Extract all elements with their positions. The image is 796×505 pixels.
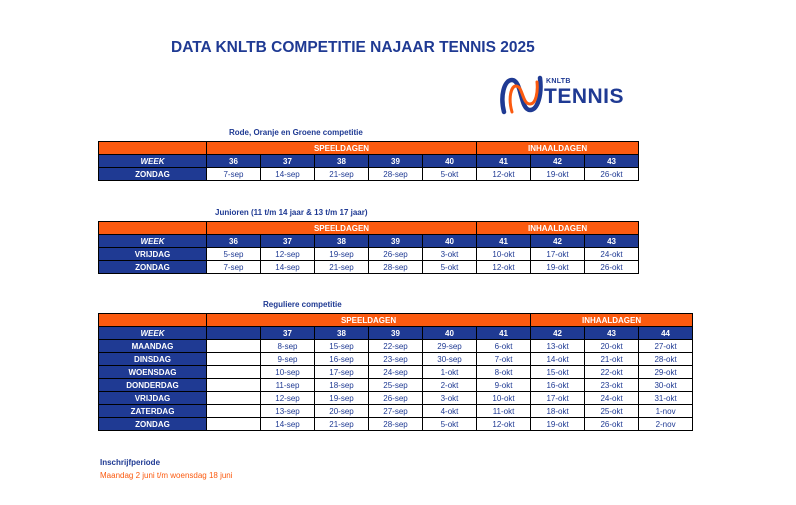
date-cell: 14-sep [261, 261, 315, 274]
signup-period-title: Inschrijfperiode [100, 458, 161, 467]
date-cell: 19-sep [315, 248, 369, 261]
date-cell: 26-okt [585, 261, 639, 274]
logo-small-text: KNLTB [546, 78, 571, 85]
week-number: 39 [369, 155, 423, 168]
date-cell: 22-okt [585, 366, 639, 379]
date-cell: 6-okt [477, 340, 531, 353]
date-cell: 25-okt [585, 405, 639, 418]
date-cell: 25-sep [369, 379, 423, 392]
schedule-table-3 [98, 313, 693, 431]
table-row [99, 340, 693, 353]
date-cell: 12-sep [261, 248, 315, 261]
date-cell [207, 392, 261, 405]
day-label: ZONDAG [99, 168, 207, 181]
day-label: ZONDAG [99, 418, 207, 431]
date-cell: 28-sep [369, 418, 423, 431]
day-label: DONDERDAG [99, 379, 207, 392]
date-cell: 18-sep [315, 379, 369, 392]
date-cell: 16-sep [315, 353, 369, 366]
date-cell: 17-okt [531, 248, 585, 261]
table-caption-1: Rode, Oranje en Groene competitie [229, 128, 363, 137]
table-row [99, 392, 693, 405]
date-cell: 31-okt [639, 392, 693, 405]
date-cell: 12-sep [261, 392, 315, 405]
week-number: 43 [585, 155, 639, 168]
logo-main-text: TENNIS [544, 85, 625, 108]
header-spacer [99, 314, 207, 327]
date-cell: 11-okt [477, 405, 531, 418]
date-cell [207, 405, 261, 418]
date-cell: 27-okt [639, 340, 693, 353]
date-cell [207, 340, 261, 353]
date-cell: 19-okt [531, 261, 585, 274]
group-header-inhaaldagen: INHAALDAGEN [477, 142, 639, 155]
date-cell: 10-okt [477, 392, 531, 405]
day-label: ZONDAG [99, 261, 207, 274]
week-number: 40 [423, 235, 477, 248]
date-cell: 7-okt [477, 353, 531, 366]
date-cell [207, 366, 261, 379]
date-cell: 23-okt [585, 379, 639, 392]
week-row [99, 155, 639, 168]
date-cell: 30-sep [423, 353, 477, 366]
week-number: 43 [585, 327, 639, 340]
week-number: 42 [531, 235, 585, 248]
date-cell: 22-sep [369, 340, 423, 353]
week-number: 39 [369, 235, 423, 248]
date-cell: 8-sep [261, 340, 315, 353]
date-cell: 26-sep [369, 248, 423, 261]
date-cell: 19-okt [531, 418, 585, 431]
week-number [207, 327, 261, 340]
date-cell: 9-okt [477, 379, 531, 392]
week-number: 43 [585, 235, 639, 248]
date-cell: 12-okt [477, 261, 531, 274]
date-cell: 24-okt [585, 248, 639, 261]
date-cell [207, 353, 261, 366]
date-cell: 26-sep [369, 392, 423, 405]
group-header-inhaaldagen: INHAALDAGEN [531, 314, 693, 327]
date-cell: 14-okt [531, 353, 585, 366]
date-cell: 2-okt [423, 379, 477, 392]
date-cell: 24-okt [585, 392, 639, 405]
week-number: 38 [315, 327, 369, 340]
week-number: 37 [261, 155, 315, 168]
date-cell: 18-okt [531, 405, 585, 418]
date-cell: 17-okt [531, 392, 585, 405]
date-cell: 28-sep [369, 261, 423, 274]
date-cell: 7-sep [207, 261, 261, 274]
week-number: 38 [315, 235, 369, 248]
week-label: WEEK [99, 235, 207, 248]
date-cell: 8-okt [477, 366, 531, 379]
date-cell: 15-sep [315, 340, 369, 353]
date-cell: 4-okt [423, 405, 477, 418]
date-cell: 20-sep [315, 405, 369, 418]
schedule-table-1 [98, 141, 639, 181]
table-row [99, 379, 693, 392]
week-row [99, 235, 639, 248]
date-cell: 10-okt [477, 248, 531, 261]
date-cell: 16-okt [531, 379, 585, 392]
week-number: 42 [531, 327, 585, 340]
date-cell: 7-sep [207, 168, 261, 181]
date-cell: 5-okt [423, 418, 477, 431]
table-row [99, 366, 693, 379]
group-header-inhaaldagen: INHAALDAGEN [477, 222, 639, 235]
date-cell: 2-nov [639, 418, 693, 431]
table-row [99, 261, 639, 274]
date-cell: 12-okt [477, 418, 531, 431]
week-number: 41 [477, 155, 531, 168]
date-cell: 21-sep [315, 168, 369, 181]
table-caption-3: Reguliere competitie [263, 300, 342, 309]
week-number: 42 [531, 155, 585, 168]
date-cell: 20-okt [585, 340, 639, 353]
date-cell: 15-okt [531, 366, 585, 379]
week-number: 39 [369, 327, 423, 340]
date-cell: 11-sep [261, 379, 315, 392]
date-cell: 1-okt [423, 366, 477, 379]
date-cell: 12-okt [477, 168, 531, 181]
week-number: 40 [423, 155, 477, 168]
week-label: WEEK [99, 327, 207, 340]
date-cell: 21-sep [315, 418, 369, 431]
table-row [99, 353, 693, 366]
week-number: 36 [207, 155, 261, 168]
week-number: 41 [477, 235, 531, 248]
date-cell: 5-okt [423, 168, 477, 181]
date-cell: 19-okt [531, 168, 585, 181]
week-number: 36 [207, 235, 261, 248]
date-cell: 29-okt [639, 366, 693, 379]
page-title: DATA KNLTB COMPETITIE NAJAAR TENNIS 2025 [171, 39, 535, 56]
date-cell: 21-okt [585, 353, 639, 366]
date-cell: 26-okt [585, 168, 639, 181]
date-cell: 1-nov [639, 405, 693, 418]
date-cell [207, 418, 261, 431]
date-cell: 29-sep [423, 340, 477, 353]
week-number: 44 [639, 327, 693, 340]
date-cell: 9-sep [261, 353, 315, 366]
date-cell: 17-sep [315, 366, 369, 379]
date-cell: 3-okt [423, 248, 477, 261]
date-cell: 5-sep [207, 248, 261, 261]
date-cell: 13-okt [531, 340, 585, 353]
day-label: VRIJDAG [99, 392, 207, 405]
day-label: VRIJDAG [99, 248, 207, 261]
table-caption-2: Junioren (11 t/m 14 jaar & 13 t/m 17 jaar) [215, 208, 368, 217]
week-row [99, 327, 693, 340]
header-spacer [99, 142, 207, 155]
date-cell: 3-okt [423, 392, 477, 405]
date-cell: 28-okt [639, 353, 693, 366]
table-row [99, 248, 639, 261]
date-cell: 26-okt [585, 418, 639, 431]
date-cell: 14-sep [261, 168, 315, 181]
date-cell: 30-okt [639, 379, 693, 392]
week-number: 41 [477, 327, 531, 340]
date-cell [207, 379, 261, 392]
date-cell: 5-okt [423, 261, 477, 274]
group-header-speeldagen: SPEELDAGEN [207, 142, 477, 155]
week-number: 38 [315, 155, 369, 168]
signup-period-text: Maandag 2 juni t/m woensdag 18 juni [100, 471, 233, 480]
day-label: ZATERDAG [99, 405, 207, 418]
table-row [99, 418, 693, 431]
date-cell: 28-sep [369, 168, 423, 181]
schedule-table-2 [98, 221, 639, 274]
date-cell: 19-sep [315, 392, 369, 405]
date-cell: 23-sep [369, 353, 423, 366]
date-cell: 24-sep [369, 366, 423, 379]
week-number: 37 [261, 235, 315, 248]
date-cell: 21-sep [315, 261, 369, 274]
group-header-speeldagen: SPEELDAGEN [207, 222, 477, 235]
table-row [99, 168, 639, 181]
day-label: MAANDAG [99, 340, 207, 353]
week-number: 37 [261, 327, 315, 340]
date-cell: 10-sep [261, 366, 315, 379]
date-cell: 27-sep [369, 405, 423, 418]
week-number: 40 [423, 327, 477, 340]
week-label: WEEK [99, 155, 207, 168]
header-spacer [99, 222, 207, 235]
day-label: DINSDAG [99, 353, 207, 366]
table-row [99, 405, 693, 418]
date-cell: 13-sep [261, 405, 315, 418]
day-label: WOENSDAG [99, 366, 207, 379]
date-cell: 14-sep [261, 418, 315, 431]
group-header-speeldagen: SPEELDAGEN [207, 314, 531, 327]
